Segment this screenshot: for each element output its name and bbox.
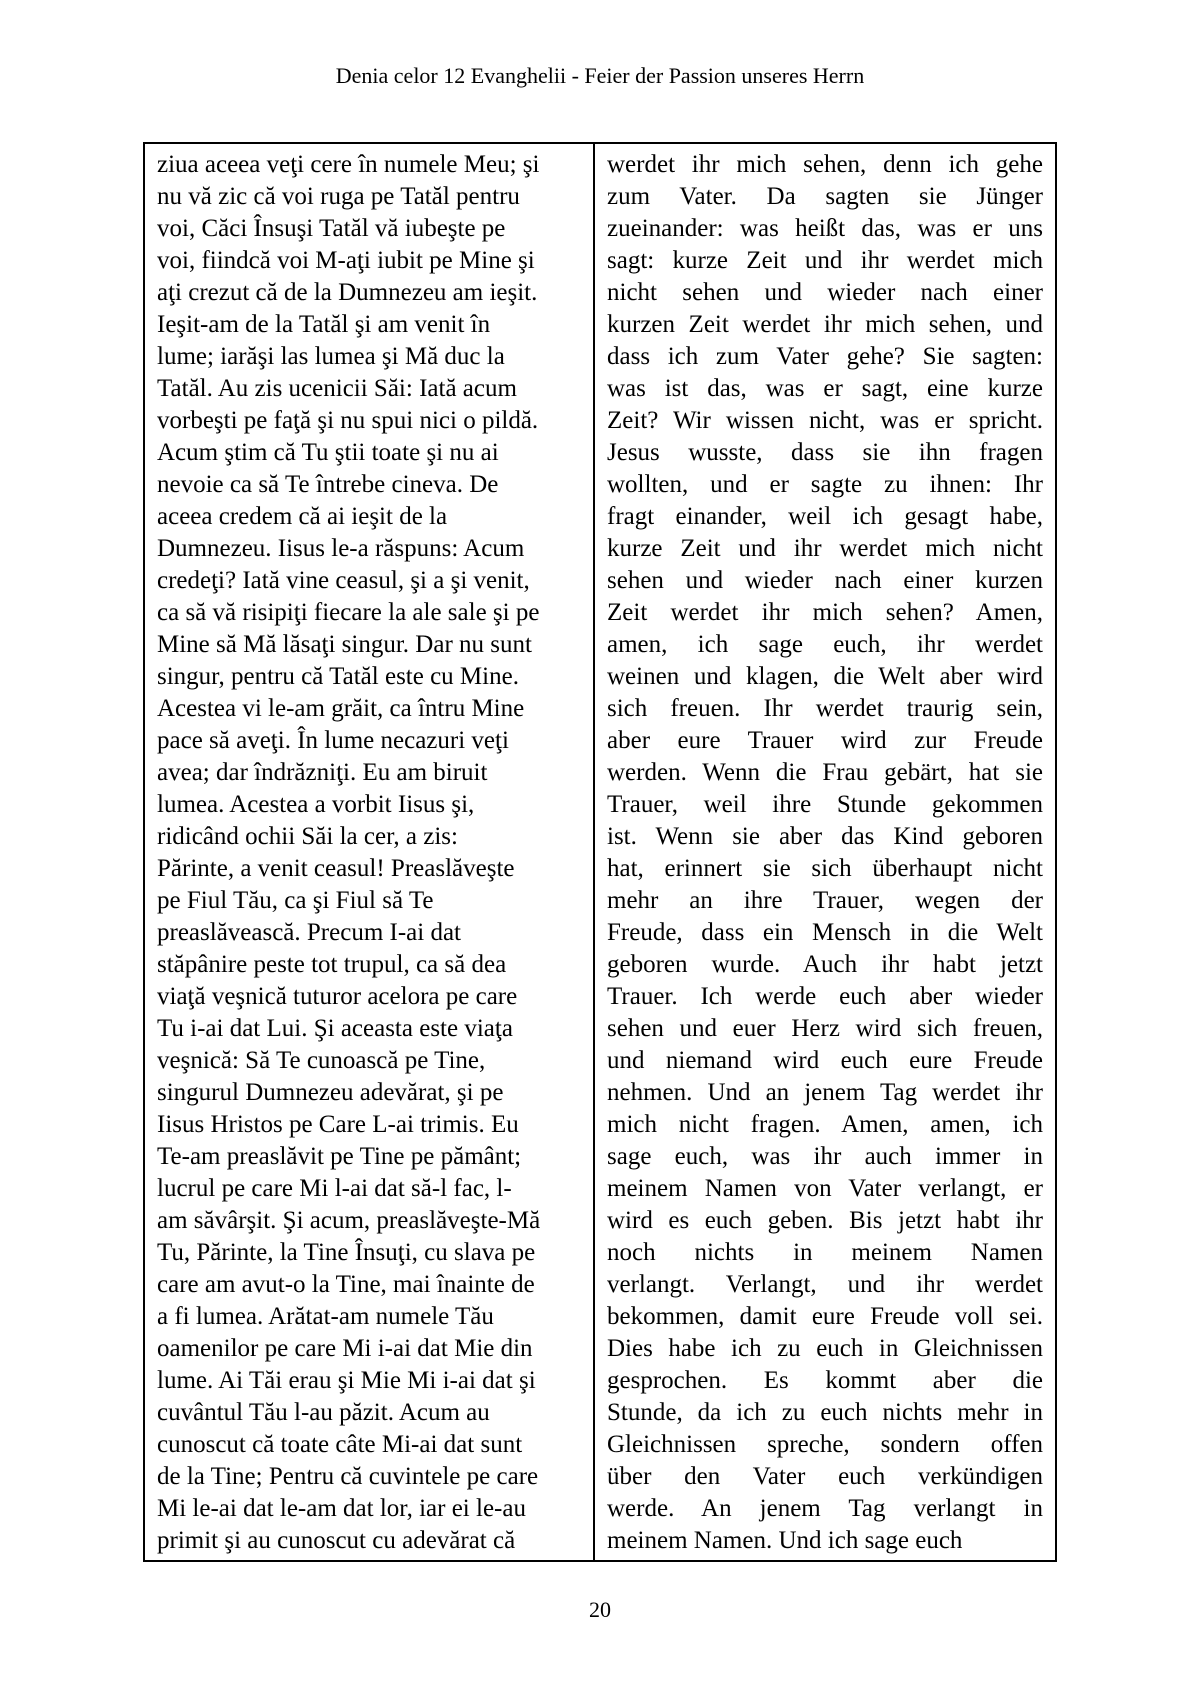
text-line: mehr an ihre Trauer, wegen der [607,887,1043,914]
text-line: avea; dar îndrăzniţi. Eu am biruit [157,759,488,786]
text-line: sich freuen. Ihr werdet traurig sein, [607,695,1043,722]
text-line: ca să vă risipiţi fiecare la ale sale şi pe [157,599,540,626]
text-line: Stunde, da ich zu euch nichts mehr in [607,1399,1043,1426]
text-line: viaţă veşnică tuturor acelora pe care [157,983,518,1010]
text-line: bekommen, damit eure Freude voll sei. [607,1303,1043,1330]
text-line: meinem Namen von Vater verlangt, er [607,1175,1043,1202]
text-line: cunoscut că toate câte Mi-ai dat sunt [157,1431,523,1458]
text-line: lume; iarăşi las lumea şi Mă duc la [157,343,505,370]
text-line: sehen und euer Herz wird sich freuen, [607,1015,1043,1042]
text-line: Te-am preaslăvit pe Tine pe pământ; [157,1143,522,1170]
text-line: meinem Namen. Und ich sage euch [607,1527,963,1554]
text-line: Jesus wusste, dass sie ihn fragen [607,439,1043,466]
text-line: Mi le-ai dat le-am dat lor, iar ei le-au [157,1495,526,1522]
text-line: oamenilor pe care Mi i-ai dat Mie din [157,1335,533,1362]
text-line: aţi crezut că de la Dumnezeu am ieşit. [157,279,538,306]
text-line: voi, fiindcă voi M-aţi iubit pe Mine şi [157,247,535,274]
text-line: de la Tine; Pentru că cuvintele pe care [157,1463,539,1490]
text-line: Freude, dass ein Mensch in die Welt [607,919,1043,946]
text-line: lucrul pe care Mi l-ai dat să-l fac, l- [157,1175,512,1202]
text-line: zum Vater. Da sagten sie Jünger [607,183,1043,210]
text-line: stăpânire peste tot trupul, ca să dea [157,951,507,978]
text-line: singurul Dumnezeu adevărat, şi pe [157,1079,504,1106]
text-line: werdet ihr mich sehen, denn ich gehe [607,151,1043,178]
text-line: verlangt. Verlangt, und ihr werdet [607,1271,1043,1298]
text-line: ridicând ochii Săi la cer, a zis: [157,823,458,850]
text-line: aceea credem că ai ieşit de la [157,503,448,530]
text-line: Zeit werdet ihr mich sehen? Amen, [607,599,1043,626]
text-line: hat, erinnert sie sich überhaupt nicht [607,855,1043,882]
text-line: Mine să Mă lăsaţi singur. Dar nu sunt [157,631,532,658]
text-line: Trauer. Ich werde euch aber wieder [607,983,1043,1010]
text-line: sehen und wieder nach einer kurzen [607,567,1043,594]
text-line: wird es euch geben. Bis jetzt habt ihr [607,1207,1043,1234]
text-line: noch nichts in meinem Namen [607,1239,1043,1266]
text-line: wollten, und er sagte zu ihnen: Ihr [607,471,1043,498]
text-line: fragt einander, weil ich gesagt habe, [607,503,1043,530]
text-line: lumea. Acestea a vorbit Iisus şi, [157,791,475,818]
text-line: mich nicht fragen. Amen, amen, ich [607,1111,1043,1138]
text-line: Tu, Părinte, la Tine Însuţi, cu slava pe [157,1239,536,1266]
text-line: sagt: kurze Zeit und ihr werdet mich [607,247,1043,274]
text-line: Tu i-ai dat Lui. Şi aceasta este viaţa [157,1015,513,1042]
column-german [595,144,1055,1560]
text-line: Acestea vi le-am grăit, ca întru Mine [157,695,525,722]
text-line: Dies habe ich zu euch in Gleichnissen [607,1335,1043,1362]
text-line: a fi lumea. Arătat-am numele Tău [157,1303,494,1330]
text-line: kurzen Zeit werdet ihr mich sehen, und [607,311,1043,338]
text-line: Acum ştim că Tu ştii toate şi nu ai [157,439,499,466]
text-line: Părinte, a venit ceasul! Preaslăveşte [157,855,515,882]
text-line: care am avut-o la Tine, mai înainte de [157,1271,535,1298]
text-line: sage euch, was ihr auch immer in [607,1143,1043,1170]
text-line: Tatăl. Au zis ucenicii Săi: Iată acum [157,375,517,402]
text-line: nicht sehen und wieder nach einer [607,279,1043,306]
text-line: dass ich zum Vater gehe? Sie sagten: [607,343,1043,370]
text-line: Trauer, weil ihre Stunde gekommen [607,791,1043,818]
text-line: aber eure Trauer wird zur Freude [607,727,1043,754]
text-line: cuvântul Tău l-au păzit. Acum au [157,1399,490,1426]
text-line: gesprochen. Es kommt aber die [607,1367,1043,1394]
text-line: nevoie ca să Te întrebe cineva. De [157,471,499,498]
text-line: vorbeşti pe faţă şi nu spui nici o pildă. [157,407,539,434]
text-line: singur, pentru că Tatăl este cu Mine. [157,663,519,690]
text-line: über den Vater euch verkündigen [607,1463,1043,1490]
text-line: veşnică: Să Te cunoască pe Tine, [157,1047,486,1074]
text-line: geboren wurde. Auch ihr habt jetzt [607,951,1043,978]
text-line: nehmen. Und an jenem Tag werdet ihr [607,1079,1043,1106]
text-line: primit şi au cunoscut cu adevărat că [157,1527,516,1554]
text-line: pace să aveţi. În lume necazuri veţi [157,727,509,754]
text-line: ist. Wenn sie aber das Kind geboren [607,823,1043,850]
text-line: kurze Zeit und ihr werdet mich nicht [607,535,1043,562]
text-line: Zeit? Wir wissen nicht, was er spricht. [607,407,1043,434]
text-line: Dumnezeu. Iisus le-a răspuns: Acum [157,535,525,562]
text-line: werden. Wenn die Frau gebärt, hat sie [607,759,1043,786]
text-line: credeţi? Iată vine ceasul, şi a şi venit, [157,567,530,594]
text-line: Ieşit-am de la Tatăl şi am venit în [157,311,491,338]
text-line: voi, Căci Însuşi Tatăl vă iubeşte pe [157,215,506,242]
text-line: Iisus Hristos pe Care L-ai trimis. Eu [157,1111,519,1138]
text-line: was ist das, was er sagt, eine kurze [607,375,1043,402]
bilingual-text-table [143,142,1057,1562]
page-title: Denia celor 12 Evanghelii - Feier der Passion unseres Herrn [335,63,865,88]
text-line: nu vă zic că voi ruga pe Tatăl pentru [157,183,520,210]
text-line: weinen und klagen, die Welt aber wird [607,663,1043,690]
text-line: preaslăvească. Precum I-ai dat [157,919,462,946]
page-number: 20 [589,1597,611,1622]
column-romanian [145,144,595,1560]
text-line: zueinander: was heißt das, was er uns [607,215,1043,242]
text-line: pe Fiul Tău, ca şi Fiul să Te [157,887,434,914]
text-line: am săvârşit. Şi acum, preaslăveşte-Mă [157,1207,541,1234]
text-line: ziua aceea veţi cere în numele Meu; şi [157,151,540,178]
text-line: amen, ich sage euch, ihr werdet [607,631,1043,658]
text-line: und niemand wird euch eure Freude [607,1047,1043,1074]
text-line: lume. Ai Tăi erau şi Mie Mi i-ai dat şi [157,1367,536,1394]
text-line: Gleichnissen spreche, sondern offen [607,1431,1043,1458]
text-line: werde. An jenem Tag verlangt in [607,1495,1043,1522]
